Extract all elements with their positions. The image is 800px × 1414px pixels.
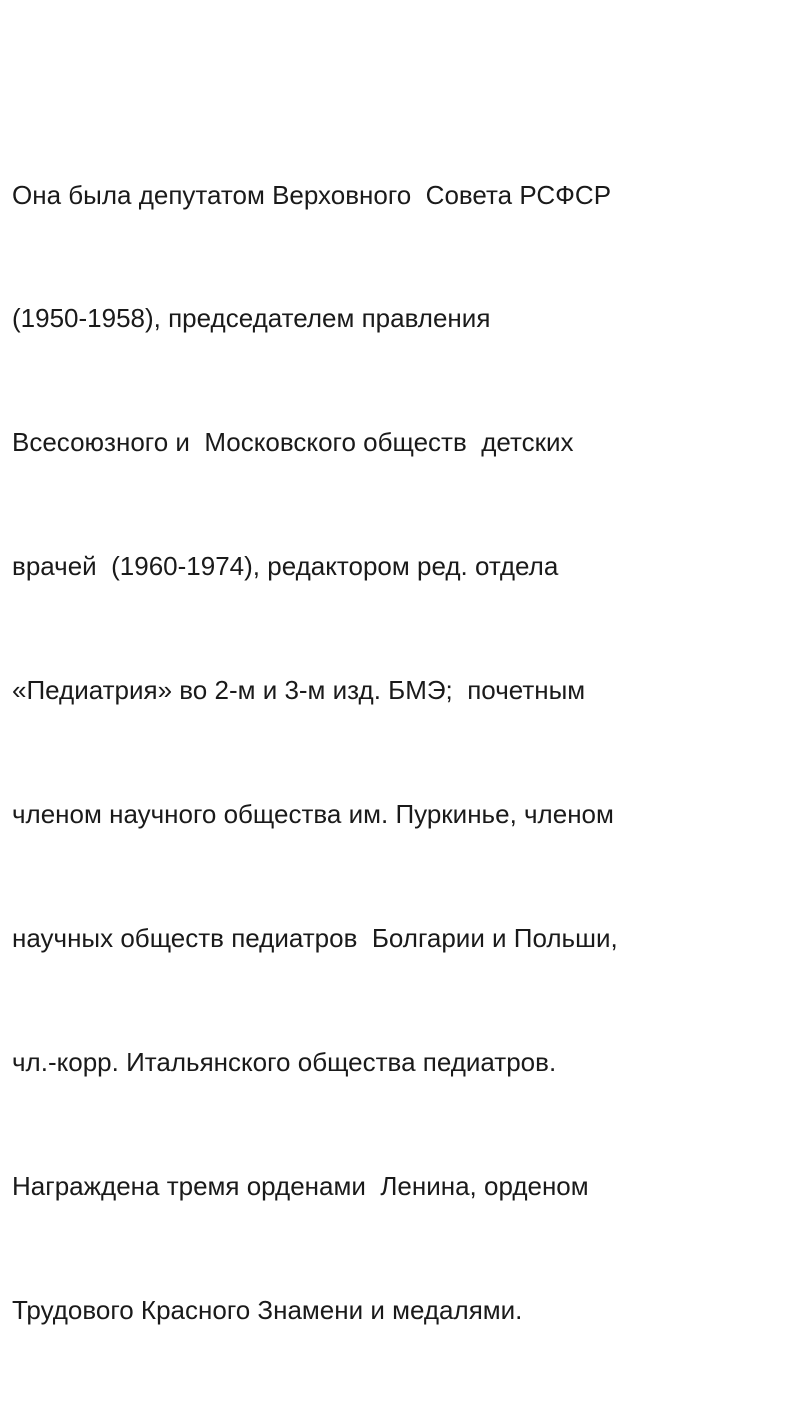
- paragraph-line: научных обществ педиатров Болгарии и Польши,: [12, 922, 618, 953]
- paragraph-line: членом научного общества им. Пуркинье, членом: [12, 799, 614, 830]
- paragraph-line: Трудового Красного Знамени и медалями.: [12, 1294, 523, 1325]
- paragraph-line: чл.-корр. Итальянского общества педиатров.: [12, 1046, 557, 1077]
- paragraph-line: (1950-1958), председателем правления: [12, 303, 491, 334]
- paragraph-line: «Педиатрия» во 2-м и 3-м изд. БМЭ; почетным: [12, 675, 586, 706]
- biography-paragraph: [12, 92, 792, 1414]
- paragraph-line: врачей (1960-1974), редактором ред. отдела: [12, 551, 559, 582]
- paragraph-line: Всесоюзного и Московского обществ детских: [12, 427, 574, 458]
- paragraph-line: Она была депутатом Верховного Совета РСФСР: [12, 179, 612, 210]
- paragraph-line: Награждена тремя орденами Ленина, орденом: [12, 1170, 589, 1201]
